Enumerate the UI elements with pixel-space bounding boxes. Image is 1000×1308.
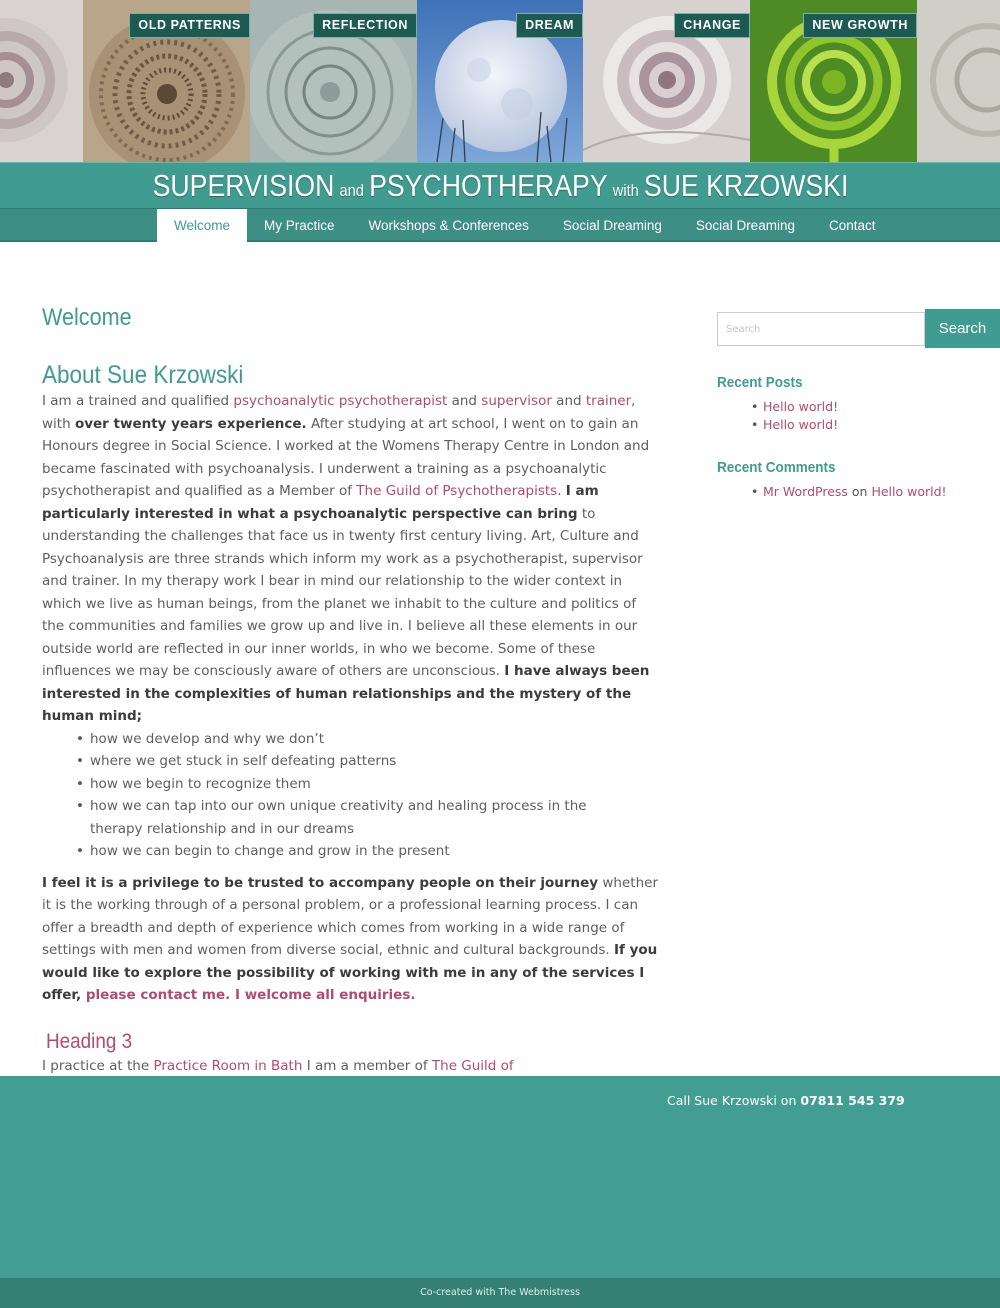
about-heading: About Sue Krzowski [42,361,244,389]
banner-tile-change [583,0,750,162]
banner-edge-right [917,0,1000,162]
site-title-bar [0,162,1000,209]
main-navigation [0,209,1000,242]
main-content [42,300,662,1122]
list-item: • where we get stuck in self defeating patterns [76,750,636,773]
phone-number[interactable]: 07811 545 379 [800,1093,905,1108]
nav-item-welcome[interactable]: Welcome [157,209,247,242]
shell-spiral-icon [0,0,83,162]
banner-tile-new-growth [750,0,917,162]
list-item [751,398,1000,416]
about-paragraph: I am a trained and qualified psychoanalytic psychotherapist and supervisor and trainer, with over twenty years experience. After studying at art school, I went on to gain an Honours degree in Social Science. I worked at the Womens Therapy Centre in London and became fascinated with psychoanalysis. I underwent a training as a psychoanalytic psychotherapist and qualified as a Member of The Guild of Psychotherapists. I am particularly interested in what a psychoanalytic perspective can bring to understanding the challenges that face us in twenty first century living. Art, Culture and Psychoanalysis are three strands which inform my work as a psychotherapist, supervisor and trainer. In my therapy work I bear in mind our relationship to the wider context in which we live as human beings, from the planet we inhabit to the culture and politics of the communities and families we grow up and live in. I believe all these elements in our outside world are reflected in our inner worlds, in who we become. Some of these influences we may be consciously aware of others are unconscious. I have always been interested in the complexities of human relationships and the mystery of the human mind; [42,393,650,724]
sidebar [717,309,1000,501]
footer-credit[interactable]: Co-created with The Webmistress [420,1287,580,1298]
link-practice-room[interactable]: Practice Room in Bath [153,1057,303,1074]
tile-label-dream: DREAM [516,13,583,38]
link-trainer[interactable]: trainer [585,393,632,409]
nav-item-contact[interactable]: Contact [828,218,876,233]
nav-item-social-dreaming-2[interactable]: Social Dreaming [695,218,795,233]
interests-list [76,728,636,863]
search-button[interactable]: Search [925,309,1000,348]
nav-item-my-practice[interactable]: My Practice [264,218,335,233]
heading-3: Heading 3 [46,1029,133,1053]
tile-label-reflection: REFLECTION [313,13,417,38]
recent-post-link[interactable]: Hello world! [763,417,839,432]
banner-tile-old-patterns [83,0,250,162]
link-supervisor[interactable]: supervisor [481,393,552,409]
recent-comments-list [751,483,1000,501]
link-guild-2[interactable]: The Guild of [431,1057,514,1074]
comment-post-link[interactable]: Hello world! [871,484,947,499]
journey-paragraph: I feel it is a privilege to be trusted to accompany people on their journey whether it is the working through of a personal problem, or a professional learning process. I can offer a breadth and depth of experience which comes from working in a wide range of settings with men and women from diverse social, ethnic and cultural backgrounds. If you would like to explore the possibility of working with me in any of the services I offer, please contact me. I welcome all enquiries. [42,874,658,1003]
banner-tile-dream [417,0,583,162]
list-item [751,416,1000,434]
list-item: • Mr WordPress on Hello world! [751,483,1000,501]
banner-tile-reflection [250,0,417,162]
header-banner [0,0,1000,162]
footer-call-text: Call Sue Krzowski on 07811 545 379 [667,1093,905,1108]
footer [0,1076,1000,1278]
list-item: • how we can tap into our own unique creativity and healing process in the therapy relationship and in our dreams [76,795,636,840]
list-item: • how we begin to recognize them [76,773,636,796]
recent-post-link[interactable]: Hello world! [763,399,839,414]
link-psychotherapist[interactable]: psychoanalytic psychotherapist [233,393,448,409]
site-title[interactable]: SUPERVISION and PSYCHOTHERAPY with SUE KRZOWSKI [152,167,848,203]
list-item: • how we can begin to change and grow in the present [76,840,636,863]
tile-label-new-growth: NEW GROWTH [803,13,917,38]
nav-menu [157,209,893,242]
nav-item-workshops-conferences[interactable]: Workshops & Conferences [368,218,529,233]
list-item: • how we develop and why we don’t [76,728,636,751]
link-contact[interactable]: please contact me. I welcome all enquiries. [85,987,416,1003]
search-form [717,309,1000,348]
recent-comments-title: Recent Comments [717,459,836,476]
tile-label-old-patterns: OLD PATTERNS [129,13,250,38]
nav-item-social-dreaming[interactable]: Social Dreaming [562,218,662,233]
footer-bottom-bar [0,1278,1000,1308]
recent-posts-title: Recent Posts [717,374,803,391]
banner-edge-left [0,0,83,162]
page-title: Welcome [42,304,132,331]
search-input[interactable] [717,312,925,346]
memberships-paragraph: I practice at the Practice Room in Bath I am a member of The Guild of [42,1055,632,1123]
tile-label-change: CHANGE [674,13,750,38]
comment-author-link[interactable]: Mr WordPress [763,484,848,499]
link-guild[interactable]: The Guild of Psychotherapists [356,483,558,499]
fossil-icon [917,0,1000,162]
recent-posts-list [751,398,1000,434]
